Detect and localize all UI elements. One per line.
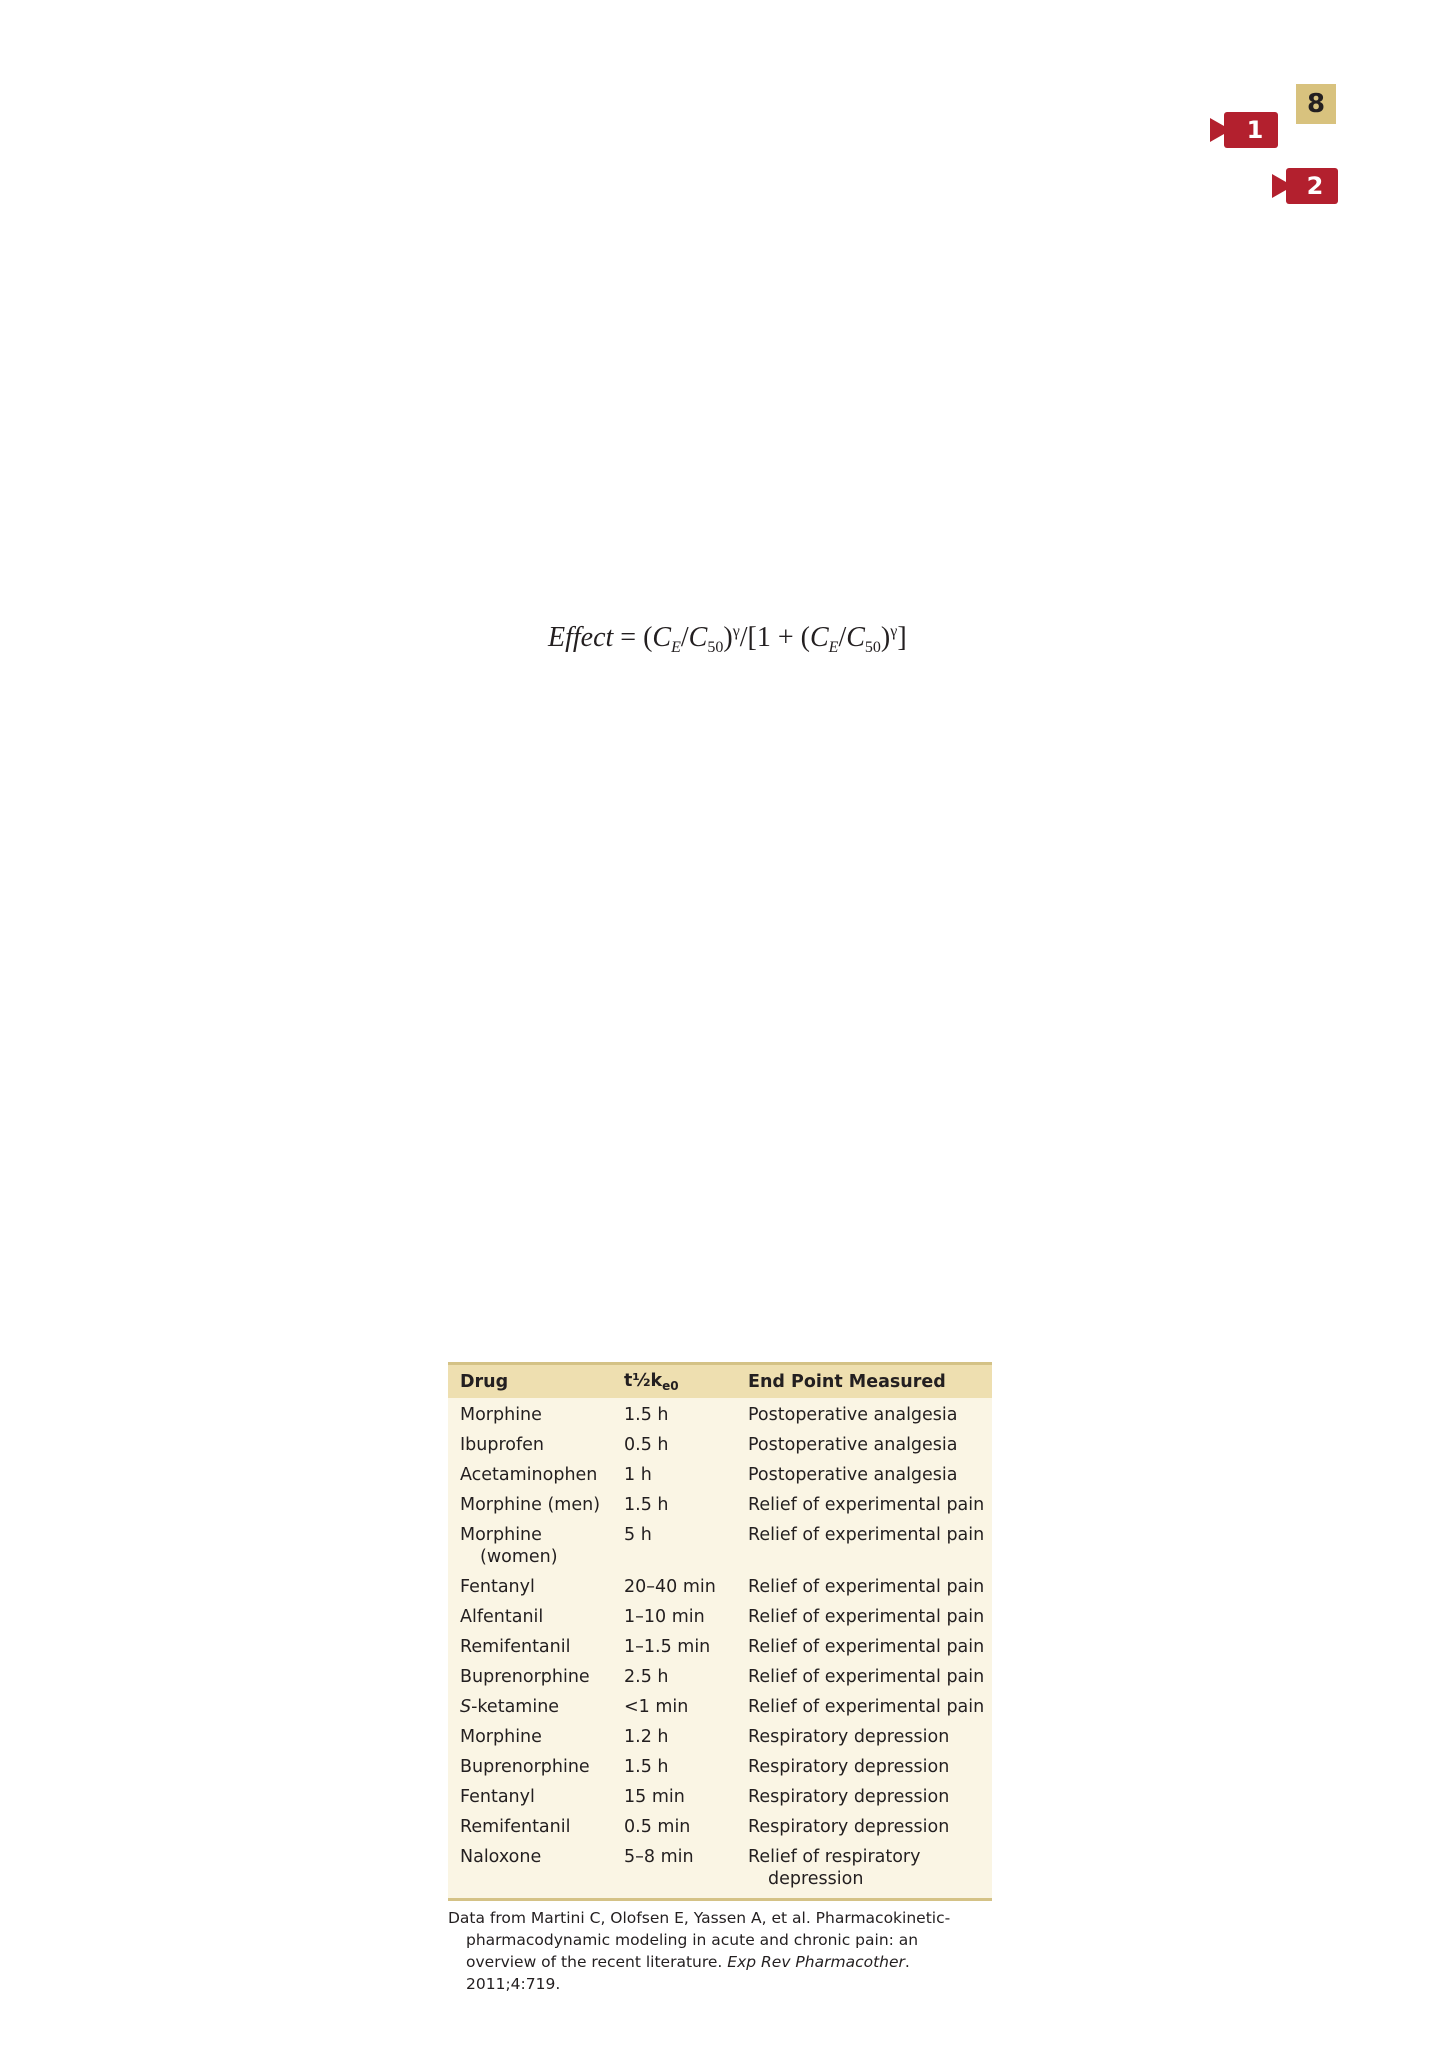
drug-cell <box>448 1781 612 1811</box>
table-header-row <box>448 1364 992 1399</box>
equation-divisor: /[1 + ( <box>739 622 810 653</box>
t-half-cell-text: 1.5 h <box>624 1757 669 1777</box>
end-point-cell-text: Respiratory depression <box>748 1817 950 1837</box>
t-half-cell <box>612 1721 736 1751</box>
end-point-cell-text: Relief of experimental pain <box>748 1495 985 1515</box>
t-half-cell-text: 1.5 h <box>624 1495 669 1515</box>
drug-cell <box>448 1398 612 1429</box>
drug-cell-text: Morphine (men) <box>460 1495 601 1515</box>
video-marker-number: 2 <box>1306 172 1324 200</box>
t-half-cell <box>612 1429 736 1459</box>
t-half-cell-text: 1.5 h <box>624 1405 669 1425</box>
t-half-cell <box>612 1519 736 1571</box>
t-half-cell-text: 1.2 h <box>624 1727 669 1747</box>
end-point-cell-text: Respiratory depression <box>748 1727 950 1747</box>
t-half-cell <box>612 1841 736 1900</box>
table-row <box>448 1661 992 1691</box>
equation-bracket: ] <box>897 622 907 653</box>
equation-lhs: Effect <box>548 622 614 653</box>
t-half-cell-text: 1–10 min <box>624 1607 705 1627</box>
drug-cell-text: Fentanyl <box>460 1577 535 1597</box>
end-point-cell-text: Postoperative analgesia <box>748 1435 958 1455</box>
end-point-cell-text: Respiratory depression <box>748 1787 950 1807</box>
video-marker-2[interactable] <box>1272 168 1338 204</box>
table-row <box>448 1571 992 1601</box>
t-half-cell-text: 1–1.5 min <box>624 1637 711 1657</box>
drug-cell <box>448 1721 612 1751</box>
source-journal: Exp Rev Pharmacother <box>727 1953 905 1971</box>
t-half-cell-text: <1 min <box>624 1697 689 1717</box>
end-point-cell-text: Relief of respiratory <box>748 1847 921 1867</box>
drug-cell-text: Morphine <box>460 1727 542 1747</box>
end-point-cell <box>736 1571 992 1601</box>
t-half-cell-text: 0.5 min <box>624 1817 691 1837</box>
drug-cell-text: Buprenorphine <box>460 1667 590 1687</box>
equation-equals: = <box>620 622 637 653</box>
drug-cell <box>448 1631 612 1661</box>
table-row <box>448 1631 992 1661</box>
drug-cell-text: Alfentanil <box>460 1607 544 1627</box>
column-header-t-half <box>612 1364 736 1399</box>
t-half-cell <box>612 1398 736 1429</box>
equation-c50-sub: 50 <box>864 639 881 656</box>
end-point-cell-text: Relief of experimental pain <box>748 1577 985 1597</box>
end-point-cell-text: Postoperative analgesia <box>748 1405 958 1425</box>
t-half-cell-text: 15 min <box>624 1787 685 1807</box>
drug-cell-text: Morphine <box>460 1525 542 1545</box>
t-half-cell-text: 0.5 h <box>624 1435 669 1455</box>
table-row <box>448 1519 992 1571</box>
drug-cell <box>448 1429 612 1459</box>
drug-cell <box>448 1661 612 1691</box>
equation-ce: C <box>652 622 672 653</box>
end-point-cell <box>736 1631 992 1661</box>
end-point-cell-text: Relief of experimental pain <box>748 1697 985 1717</box>
end-point-cell <box>736 1661 992 1691</box>
end-point-cell <box>736 1781 992 1811</box>
drug-cell-text: Remifentanil <box>460 1637 571 1657</box>
drug-cell <box>448 1691 612 1721</box>
video-marker-1[interactable] <box>1210 112 1278 148</box>
drug-cell-text: S-ketamine <box>460 1697 560 1717</box>
t-half-sub: e0 <box>662 1378 679 1393</box>
equation-slash: / <box>838 622 847 653</box>
equation-ce-sub: E <box>828 639 839 656</box>
column-header-end-point: End Point Measured <box>736 1364 992 1399</box>
end-point-cell <box>736 1489 992 1519</box>
end-point-cell-text: Relief of experimental pain <box>748 1525 985 1545</box>
t-half-cell-text: 1 h <box>624 1465 652 1485</box>
end-point-cell <box>736 1691 992 1721</box>
data-table <box>448 1362 992 1901</box>
end-point-cell <box>736 1519 992 1571</box>
end-point-cell-continuation: depression <box>768 1869 864 1889</box>
end-point-cell-text: Relief of experimental pain <box>748 1667 985 1687</box>
drug-cell-text: Naloxone <box>460 1847 542 1867</box>
table-row <box>448 1459 992 1489</box>
table-row <box>448 1429 992 1459</box>
t-half-cell <box>612 1751 736 1781</box>
t-half-cell <box>612 1781 736 1811</box>
video-marker-number: 1 <box>1246 116 1264 144</box>
drug-cell <box>448 1601 612 1631</box>
column-header-drug: Drug <box>448 1364 612 1399</box>
table-row <box>448 1398 992 1429</box>
table-row <box>448 1489 992 1519</box>
equation-c50-sub: 50 <box>707 639 724 656</box>
drug-cell <box>448 1751 612 1781</box>
t-half-cell <box>612 1489 736 1519</box>
drug-cell-text: Fentanyl <box>460 1787 535 1807</box>
drug-cell <box>448 1811 612 1841</box>
end-point-cell-text: Relief of experimental pain <box>748 1607 985 1627</box>
t-half-cell <box>612 1601 736 1631</box>
drug-cell-continuation: (women) <box>480 1547 558 1567</box>
t-half-cell <box>612 1571 736 1601</box>
drug-cell-text: Buprenorphine <box>460 1757 590 1777</box>
drug-cell <box>448 1459 612 1489</box>
source-text: Data from Martini C, Olofsen E, Yassen A, et al. Pharmacokinetic-pharmacodynamic modeling in acute and chronic pain: an overview of the recent literature. <box>448 1909 951 1971</box>
end-point-cell-text: Postoperative analgesia <box>748 1465 958 1485</box>
drug-cell-text: Remifentanil <box>460 1817 571 1837</box>
t-half-cell-text: 20–40 min <box>624 1577 716 1597</box>
t-half-cell-text: 2.5 h <box>624 1667 669 1687</box>
equation-ce-sub: E <box>671 639 681 656</box>
t-half-cell-text: 5 h <box>624 1525 652 1545</box>
equation-paren: ( <box>643 622 653 653</box>
drug-cell-text: Morphine <box>460 1405 542 1425</box>
equation-gamma: γ <box>890 623 898 640</box>
t-half-cell <box>612 1811 736 1841</box>
t-half-cell <box>612 1691 736 1721</box>
end-point-cell <box>736 1811 992 1841</box>
table-row <box>448 1721 992 1751</box>
equation-ce: C <box>809 622 829 653</box>
table-row <box>448 1751 992 1781</box>
drug-cell-text: Acetaminophen <box>460 1465 598 1485</box>
end-point-cell <box>736 1459 992 1489</box>
equation-c50: C <box>688 622 708 653</box>
effect-equation <box>548 622 907 657</box>
end-point-cell <box>736 1601 992 1631</box>
equation-c50: C <box>846 622 865 653</box>
drug-cell <box>448 1519 612 1571</box>
end-point-cell <box>736 1721 992 1751</box>
table-row <box>448 1841 992 1900</box>
table-row <box>448 1601 992 1631</box>
table-row <box>448 1811 992 1841</box>
t-half-cell <box>612 1661 736 1691</box>
end-point-cell <box>736 1841 992 1900</box>
t-half-cell <box>612 1459 736 1489</box>
end-point-cell-text: Respiratory depression <box>748 1757 950 1777</box>
t-half-cell-text: 5–8 min <box>624 1847 694 1867</box>
chapter-number-badge: 8 <box>1296 84 1336 124</box>
drug-cell <box>448 1841 612 1900</box>
end-point-cell <box>736 1398 992 1429</box>
drug-cell <box>448 1489 612 1519</box>
drug-cell-text: Ibuprofen <box>460 1435 545 1455</box>
t-half-cell <box>612 1631 736 1661</box>
end-point-cell-text: Relief of experimental pain <box>748 1637 985 1657</box>
table-row <box>448 1691 992 1721</box>
end-point-cell <box>736 1429 992 1459</box>
source-citation: . 2011;4:719. <box>466 1953 910 1993</box>
equation-slash: / <box>680 622 689 653</box>
table-source-note <box>448 1907 992 1995</box>
equation-paren: ) <box>880 622 891 653</box>
equation-gamma: γ <box>732 623 740 640</box>
t-half-prefix: t½k <box>624 1370 663 1391</box>
table-row <box>448 1781 992 1811</box>
drug-cell <box>448 1571 612 1601</box>
equation-paren: ) <box>723 622 733 653</box>
end-point-cell <box>736 1751 992 1781</box>
keo-table <box>448 1362 992 1995</box>
